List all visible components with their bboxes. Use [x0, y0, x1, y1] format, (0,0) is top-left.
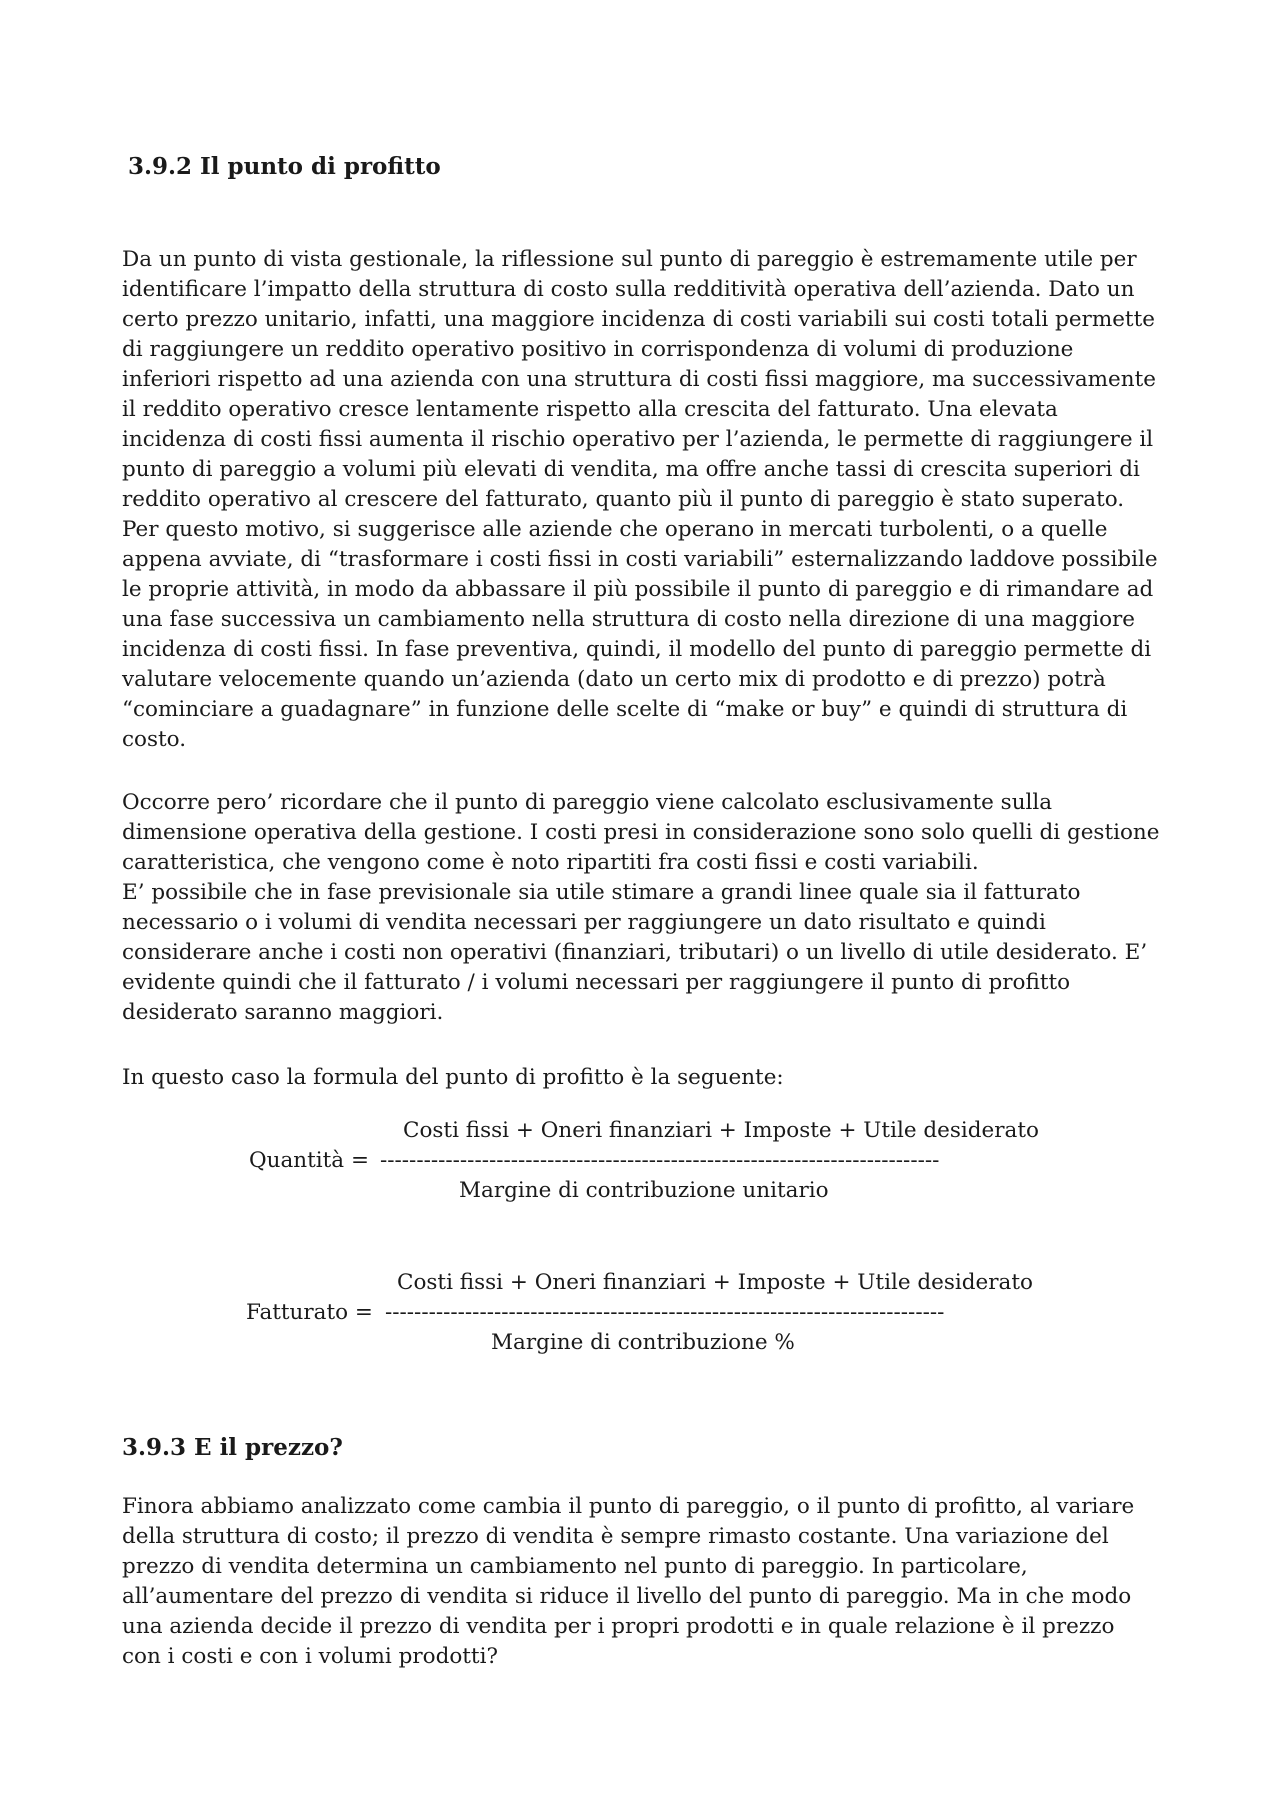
formula-lhs: Quantità = [249, 1148, 369, 1173]
text-line: “cominciare a guadagnare” in funzione delle scelte di “make or buy” e quindi di struttura di [122, 697, 1128, 722]
text-line: identificare l’impatto della struttura di costo sulla redditività operativa dell’azienda. Dato un [122, 277, 1135, 302]
paragraph-operating-costs [122, 788, 1182, 1028]
text-line: costo. [122, 727, 187, 752]
text-line: prezzo di vendita determina un cambiamento nel punto di pareggio. In particolare, [122, 1554, 1028, 1579]
formula-lhs: Fatturato = [246, 1300, 373, 1325]
text-line: il reddito operativo cresce lentamente rispetto alla crescita del fatturato. Una elevata [122, 397, 1058, 422]
text-line: con i costi e con i volumi prodotti? [122, 1644, 498, 1669]
text-line: appena avviate, di “trasformare i costi fissi in costi variabili” esternalizzando laddove possibile [122, 547, 1158, 572]
text-line: una fase successiva un cambiamento nella struttura di costo nella direzione di una maggiore [122, 607, 1136, 632]
paragraph-formula-intro [122, 1063, 1182, 1093]
text-line: all’aumentare del prezzo di vendita si riduce il livello del punto di pareggio. Ma in che modo [122, 1584, 1132, 1609]
formula-numerator: Costi fissi + Oneri finanziari + Imposte + Utile desiderato [397, 1270, 1033, 1295]
text-line: inferiori rispetto ad una azienda con una struttura di costi fissi maggiore, ma successivamente [122, 367, 1156, 392]
text-line: Da un punto di vista gestionale, la riflessione sul punto di pareggio è estremamente utile per [122, 247, 1137, 272]
text-line: incidenza di costi fissi. In fase preventiva, quindi, il modello del punto di pareggio permette di [122, 637, 1152, 662]
text-line: considerare anche i costi non operativi (finanziari, tributari) o un livello di utile desiderato. E’ [122, 940, 1148, 965]
text-line: valutare velocemente quando un’azienda (dato un certo mix di prodotto e di prezzo) potrà [122, 667, 1106, 692]
paragraph-break-even-analysis [122, 245, 1182, 755]
text-line: della struttura di costo; il prezzo di vendita è sempre rimasto costante. Una variazione del [122, 1524, 1109, 1549]
section-heading-3-9-2: 3.9.2 Il punto di profitto [128, 153, 441, 180]
text-line: certo prezzo unitario, infatti, una maggiore incidenza di costi variabili sui costi totali permette [122, 307, 1155, 332]
text-line: Occorre pero’ ricordare che il punto di pareggio viene calcolato esclusivamente sulla [122, 790, 1053, 815]
text-line: reddito operativo al crescere del fatturato, quanto più il punto di pareggio è stato superato. [122, 487, 1125, 512]
paragraph-price [122, 1492, 1182, 1672]
text-line: punto di pareggio a volumi più elevati di vendita, ma offre anche tassi di crescita superiori di [122, 457, 1140, 482]
fraction-bar: ----------------------------------------------------------------------------- [385, 1300, 945, 1325]
formula-denominator: Margine di contribuzione unitario [459, 1178, 829, 1203]
text-line: caratteristica, che vengono come è noto ripartiti fra costi fissi e costi variabili. [122, 850, 979, 875]
fraction-bar: ----------------------------------------------------------------------------- [380, 1148, 940, 1173]
text-line: desiderato saranno maggiori. [122, 1000, 444, 1025]
formula-numerator: Costi fissi + Oneri finanziari + Imposte + Utile desiderato [403, 1118, 1039, 1143]
section-heading-3-9-3: 3.9.3 E il prezzo? [122, 1434, 343, 1461]
text-line: dimensione operativa della gestione. I costi presi in considerazione sono solo quelli di gestione [122, 820, 1160, 845]
text-line: incidenza di costi fissi aumenta il rischio operativo per l’azienda, le permette di raggiungere il [122, 427, 1154, 452]
text-line: le proprie attività, in modo da abbassare il più possibile il punto di pareggio e di rimandare ad [122, 577, 1154, 602]
text-line: Per questo motivo, si suggerisce alle aziende che operano in mercati turbolenti, o a quelle [122, 517, 1108, 542]
text-line: In questo caso la formula del punto di profitto è la seguente: [122, 1065, 784, 1090]
formula-denominator: Margine di contribuzione % [491, 1330, 795, 1355]
text-line: evidente quindi che il fatturato / i volumi necessari per raggiungere il punto di profitto [122, 970, 1071, 995]
text-line: una azienda decide il prezzo di vendita per i propri prodotti e in quale relazione è il prezzo [122, 1614, 1115, 1639]
text-line: di raggiungere un reddito operativo positivo in corrispondenza di volumi di produzione [122, 337, 1074, 362]
text-line: Finora abbiamo analizzato come cambia il punto di pareggio, o il punto di profitto, al variare [122, 1494, 1135, 1519]
text-line: E’ possibile che in fase previsionale sia utile stimare a grandi linee quale sia il fatturato [122, 880, 1081, 905]
formula-revenue [0, 1268, 1280, 1363]
formula-quantity [0, 1116, 1280, 1211]
text-line: necessario o i volumi di vendita necessari per raggiungere un dato risultato e quindi [122, 910, 1046, 935]
